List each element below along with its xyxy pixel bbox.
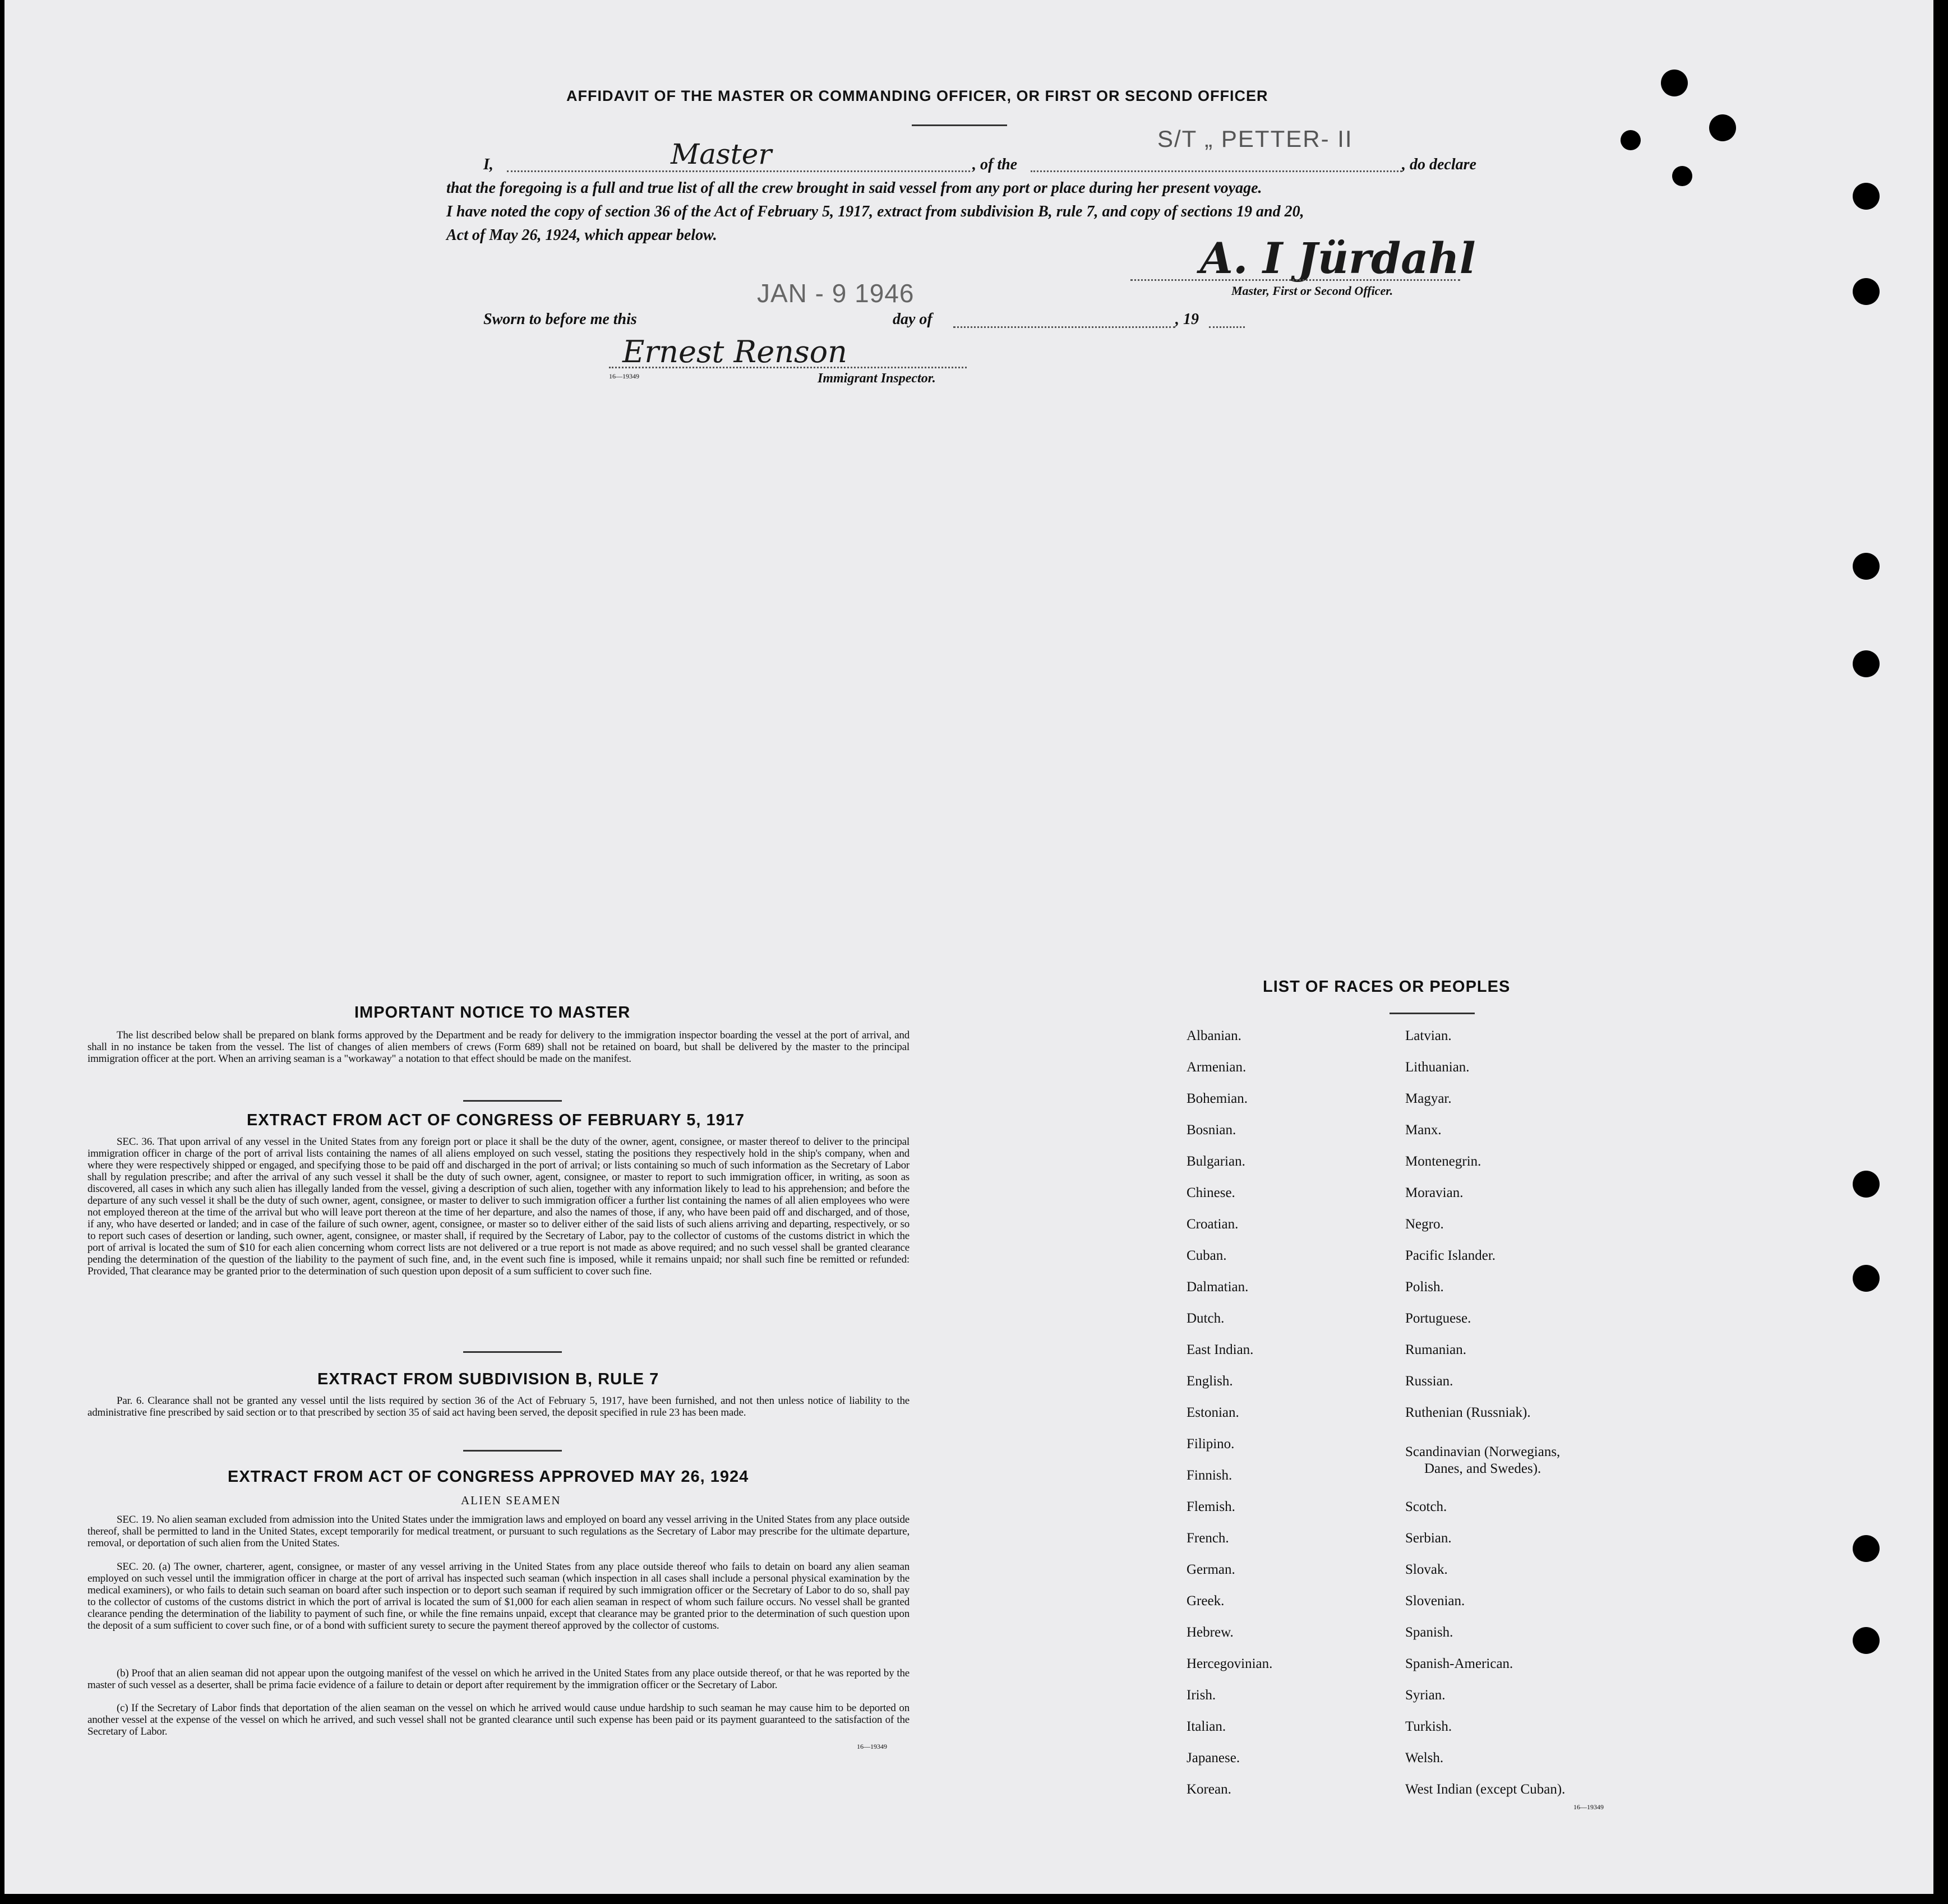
form-number: 16—19349 bbox=[609, 372, 639, 380]
punch-hole bbox=[1672, 166, 1692, 186]
race-item: Spanish-American. bbox=[1405, 1656, 1513, 1671]
race-item: East Indian. bbox=[1187, 1342, 1254, 1357]
inspector-signature-line bbox=[609, 367, 967, 368]
master-signature: A. I Jürdahl bbox=[1200, 233, 1476, 283]
race-item: English. bbox=[1187, 1374, 1233, 1389]
punch-hole bbox=[1853, 553, 1880, 580]
race-item: Hercegovinian. bbox=[1187, 1656, 1273, 1671]
race-item: Dalmatian. bbox=[1187, 1279, 1249, 1295]
race-item: Korean. bbox=[1187, 1782, 1231, 1797]
race-item: Irish. bbox=[1187, 1688, 1216, 1703]
race-item: French. bbox=[1187, 1531, 1229, 1546]
divider bbox=[1390, 1013, 1475, 1014]
race-item: Rumanian. bbox=[1405, 1342, 1467, 1357]
race-item: Albanian. bbox=[1187, 1028, 1241, 1043]
race-item: Slovak. bbox=[1405, 1562, 1448, 1577]
race-item: Lithuanian. bbox=[1405, 1060, 1470, 1075]
race-item: Bulgarian. bbox=[1187, 1154, 1245, 1169]
rule7-text: Par. 6. Clearance shall not be granted any vessel until the lists required by section 36 of the Act of February 5, 1917, have been furnished, and not then unless notice of liability to the administrative fine prescribed by said section or to that prescribed by section 35 of said act having been served, the deposit specified in rule 23 has been made. bbox=[87, 1395, 910, 1418]
race-item: Moravian. bbox=[1405, 1185, 1464, 1200]
extract-1917-heading: EXTRACT FROM ACT OF CONGRESS OF FEBRUARY 5, 1917 bbox=[247, 1111, 745, 1129]
race-item: Cuban. bbox=[1187, 1248, 1227, 1263]
sec20a-text: SEC. 20. (a) The owner, charterer, agent, consignee, or master of any vessel arriving in the United States from any place outside thereof who fails to detain on board any alien seaman employed on such vessel until the immigration officer in charge at the port of arrival has inspected such seaman (which inspection in all cases shall include a personal physical examination by the medical examiners), or who fails to detain such seaman on board after such inspection or to deport such seaman if required by such immigration officer or the Secretary of Labor to do so, shall pay to the collector of customs of the customs district in which the port of arrival is located the sum of $1,000 for each alien seaman in respect of whom such failure occurs. No vessel shall be granted clearance pending the determination of the liability to payment of such fine, or while the fine remains unpaid, except that clearance may be granted prior to the determination of such question upon the deposit of a sum sufficient to cover such fine, or of a bond with sufficient surety to secure the payment thereof approved by the collector of customs. bbox=[87, 1561, 910, 1632]
race-item: Turkish. bbox=[1405, 1719, 1452, 1734]
extract-1924-heading: EXTRACT FROM ACT OF CONGRESS APPROVED MAY 26, 1924 bbox=[228, 1468, 749, 1486]
race-item: Negro. bbox=[1405, 1217, 1444, 1232]
sec20b-text: (b) Proof that an alien seaman did not appear upon the outgoing manifest of the vessel on which he arrived in the United States from any place outside thereof, or that he was reported by the master of such vessel as a deserter, shall be prima facie evidence of a failure to detain or deport after requirement by the immigration officer or the Secretary of Labor. bbox=[87, 1667, 910, 1691]
race-item: Montenegrin. bbox=[1405, 1154, 1481, 1169]
divider bbox=[463, 1351, 562, 1353]
date-stamp: JAN - 9 1946 bbox=[757, 279, 915, 308]
affidavit-line-3: I have noted the copy of section 36 of the Act of February 5, 1917, extract from subdivision B, rule 7, and copy of sections 19 and 20, bbox=[446, 203, 1304, 220]
master-caption: Master, First or Second Officer. bbox=[1231, 284, 1393, 298]
affidavit-i: I, bbox=[483, 156, 493, 173]
race-item: Estonian. bbox=[1187, 1405, 1239, 1420]
alien-seamen-subheading: ALIEN SEAMEN bbox=[461, 1494, 561, 1507]
notice-text: The list described below shall be prepared on blank forms approved by the Department and be ready for delivery to the immigration inspector boarding the vessel at the port of arrival, and shall in no instance be taken from the vessel. The list of changes of alien members of crews (Form 689) shall not be retained on board, but shall be delivered by the master to the principal immigration officer at the port. When an arriving seaman is a "workaway" a notation to that effect should be made on the manifest. bbox=[87, 1029, 910, 1065]
races-heading: LIST OF RACES OR PEOPLES bbox=[1263, 978, 1511, 996]
race-item: Armenian. bbox=[1187, 1060, 1247, 1075]
sec19-text: SEC. 19. No alien seaman excluded from admission into the United States under the immigration laws and employed on board any vessel arriving in the United States from any place outside thereof, shall be permitted to land in the United States, except temporarily for medical treatment, or pursuant to such regulations as the Secretary of Labor may prescribe for the ultimate departure, removal, or deportation of such alien from the United States. bbox=[87, 1514, 910, 1549]
race-item: Slovenian. bbox=[1405, 1593, 1465, 1609]
race-item: Hebrew. bbox=[1187, 1625, 1234, 1640]
race-item: Japanese. bbox=[1187, 1750, 1240, 1766]
master-handwriting: Master bbox=[671, 138, 772, 170]
race-item: Magyar. bbox=[1405, 1091, 1452, 1106]
form-number: 16—19349 bbox=[857, 1743, 887, 1750]
punch-hole bbox=[1853, 1171, 1880, 1198]
race-item: Greek. bbox=[1187, 1593, 1225, 1609]
year-prefix: , 19 bbox=[1175, 311, 1199, 328]
race-item: Spanish. bbox=[1405, 1625, 1453, 1640]
punch-hole bbox=[1853, 1265, 1880, 1292]
race-item: Russian. bbox=[1405, 1374, 1453, 1389]
punch-hole bbox=[1853, 278, 1880, 305]
race-item: German. bbox=[1187, 1562, 1235, 1577]
race-item: Portuguese. bbox=[1405, 1311, 1471, 1326]
sec20c-text: (c) If the Secretary of Labor finds that deportation of the alien seaman on the vessel on which he arrived would cause undue hardship to such seaman he may cause him to be deported on another vessel at the expense of the vessel on which he arrived, and such vessel shall not be granted clearance until such expense has been paid or its payment guaranteed to the satisfaction of the Secretary of Labor. bbox=[87, 1702, 910, 1737]
race-item: Latvian. bbox=[1405, 1028, 1452, 1043]
punch-hole bbox=[1853, 183, 1880, 210]
punch-hole bbox=[1853, 1535, 1880, 1562]
punch-hole bbox=[1709, 114, 1736, 141]
affidavit-line-4: Act of May 26, 1924, which appear below. bbox=[446, 227, 717, 244]
race-item: Finnish. bbox=[1187, 1468, 1232, 1483]
race-item: Serbian. bbox=[1405, 1531, 1452, 1546]
punch-hole bbox=[1853, 650, 1880, 677]
race-item: Dutch. bbox=[1187, 1311, 1225, 1326]
race-item: Manx. bbox=[1405, 1122, 1442, 1138]
divider bbox=[463, 1100, 562, 1102]
race-item: Croatian. bbox=[1187, 1217, 1239, 1232]
punch-hole bbox=[1661, 70, 1688, 96]
punch-hole bbox=[1621, 130, 1641, 150]
sworn-text: Sworn to before me this bbox=[483, 311, 637, 328]
race-item: Syrian. bbox=[1405, 1688, 1446, 1703]
race-item: Chinese. bbox=[1187, 1185, 1235, 1200]
rule7-heading: EXTRACT FROM SUBDIVISION B, RULE 7 bbox=[317, 1370, 659, 1388]
year-field-line bbox=[1209, 326, 1245, 328]
vessel-field-line bbox=[1031, 170, 1402, 172]
signature-line bbox=[1130, 279, 1460, 281]
race-item: Bosnian. bbox=[1187, 1122, 1236, 1138]
race-item: Scandinavian (Norwegians, bbox=[1405, 1444, 1561, 1459]
month-field-line bbox=[953, 326, 1175, 328]
day-of-text: day of bbox=[893, 311, 933, 328]
affidavit-line-2: that the foregoing is a full and true list of all the crew brought in said vessel from any port or place during her present voyage. bbox=[446, 179, 1262, 197]
form-number: 16—19349 bbox=[1573, 1803, 1604, 1811]
divider bbox=[463, 1450, 562, 1452]
affidavit-declare: , do declare bbox=[1402, 156, 1476, 173]
race-item: West Indian (except Cuban). bbox=[1405, 1782, 1566, 1797]
affidavit-of-the: , of the bbox=[972, 156, 1018, 173]
notice-heading: IMPORTANT NOTICE TO MASTER bbox=[354, 1004, 631, 1022]
race-item: Italian. bbox=[1187, 1719, 1226, 1734]
race-item: Pacific Islander. bbox=[1405, 1248, 1496, 1263]
vessel-name: S/T „ PETTER- II bbox=[1157, 126, 1353, 152]
scan-border bbox=[1933, 0, 1948, 1904]
race-item: Scotch. bbox=[1405, 1499, 1447, 1514]
inspector-caption: Immigrant Inspector. bbox=[818, 371, 936, 386]
race-item: Bohemian. bbox=[1187, 1091, 1248, 1106]
punch-hole bbox=[1853, 1627, 1880, 1654]
extract-1917-text: SEC. 36. That upon arrival of any vessel in the United States from any foreign port or place it shall be the duty of the owner, agent, consignee, or master thereof to deliver to the principal immigration officer in charge of the port of arrival lists containing the names of all aliens employed on such vessel, stating the positions they respectively hold in the ship's company, when and where they were respectively shipped or engaged, and specifying those to be paid off and discharged in the port of arrival; or lists containing so much of such information as the Secretary of Labor shall by regulation prescribe; and after the arrival of any such vessel it shall be the duty of such owner, agent, consignee, or master to report to such immigration officer, in writing, as soon as discovered, all cases in which any such alien has illegally landed from the vessel, giving a description of such alien, together with any information likely to lead to his apprehension; and before the departure of any such vessel it shall be the duty of such owner, agent, consignee, or master to deliver to such immigration officer a further list containing the names of all alien employees who were not employed thereon at the time of the arrival but who will leave port thereon at the time of her departure, and also the names of those, if any, who have been paid off and discharged, and of those, if any, who have deserted or landed; and in case of the failure of such owner, agent, consignee, or master so to deliver either of the said lists of such aliens arriving and departing, respectively, or so to report such cases of desertion or landing, such owner, agent, consignee, or master shall, if required by the Secretary of Labor, pay to the collector of customs of the customs district in which the port of arrival is located the sum of $10 for each alien concerning whom correct lists are not delivered or a true report is not made as above required; and no such vessel shall be granted clearance pending the determination of the question of the liability to the payment of such fine, and, in the event such fine is imposed, while it remains unpaid; nor shall such fine be remitted or refunded: Provided, That clearance may be granted prior to the determination of such question upon deposit of a sum sufficient to cover such fine. bbox=[87, 1136, 910, 1277]
affidavit-heading: AFFIDAVIT OF THE MASTER OR COMMANDING OFFICER, OR FIRST OR SECOND OFFICER bbox=[566, 87, 1268, 104]
name-field-line bbox=[507, 170, 970, 172]
race-item: Flemish. bbox=[1187, 1499, 1235, 1514]
inspector-signature: Ernest Renson bbox=[622, 334, 847, 369]
race-item: Ruthenian (Russniak). bbox=[1405, 1405, 1531, 1420]
race-item: Filipino. bbox=[1187, 1436, 1235, 1452]
race-item: Welsh. bbox=[1405, 1750, 1444, 1766]
race-item: Danes, and Swedes). bbox=[1424, 1461, 1541, 1476]
divider bbox=[912, 124, 1007, 126]
race-item: Polish. bbox=[1405, 1279, 1444, 1295]
